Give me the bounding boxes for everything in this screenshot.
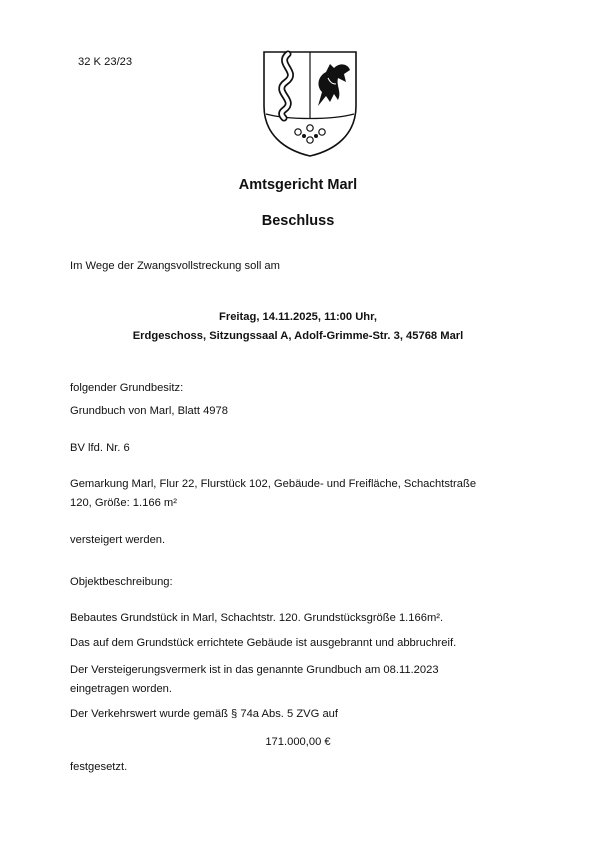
coat-of-arms-icon — [258, 48, 362, 158]
building-condition: Das auf dem Grundstück errichtete Gebäude ist ausgebrannt und abbruchreif. — [70, 637, 457, 649]
court-name: Amtsgericht Marl — [238, 177, 358, 193]
registration-line-2: eingetragen worden. — [70, 683, 173, 695]
file-number: 32 K 23/23 — [78, 56, 133, 68]
auction-date: Freitag, 14.11.2025, 11:00 Uhr, — [219, 311, 377, 323]
auction-location: Erdgeschoss, Sitzungssaal A, Adolf-Grimme-Str. 3, 45768 Marl — [132, 330, 464, 342]
value-intro: Der Verkehrswert wurde gemäß § 74a Abs. 5 ZVG auf — [70, 708, 339, 720]
parcel-line-1: Gemarkung Marl, Flur 22, Flurstück 102, Gebäude- und Freifläche, Schachtstraße — [70, 478, 477, 490]
parcel-line-2: 120, Größe: 1.166 m² — [70, 497, 177, 509]
intro-text: Im Wege der Zwangsvollstreckung soll am — [70, 260, 280, 272]
object-description: Bebautes Grundstück in Marl, Schachtstr. 120. Grundstücksgröße 1.166m². — [70, 612, 444, 624]
document-type: Beschluss — [261, 213, 335, 229]
closing-text: festgesetzt. — [70, 761, 128, 773]
object-heading: Objektbeschreibung: — [70, 576, 173, 588]
registration-line-1: Der Versteigerungsvermerk ist in das genannte Grundbuch am 08.11.2023 — [70, 664, 439, 676]
land-register: Grundbuch von Marl, Blatt 4978 — [70, 405, 228, 417]
bv-number: BV lfd. Nr. 6 — [70, 442, 130, 454]
property-heading: folgender Grundbesitz: — [70, 382, 184, 394]
market-value: 171.000,00 € — [265, 736, 331, 748]
auction-statement: versteigert werden. — [70, 534, 166, 546]
